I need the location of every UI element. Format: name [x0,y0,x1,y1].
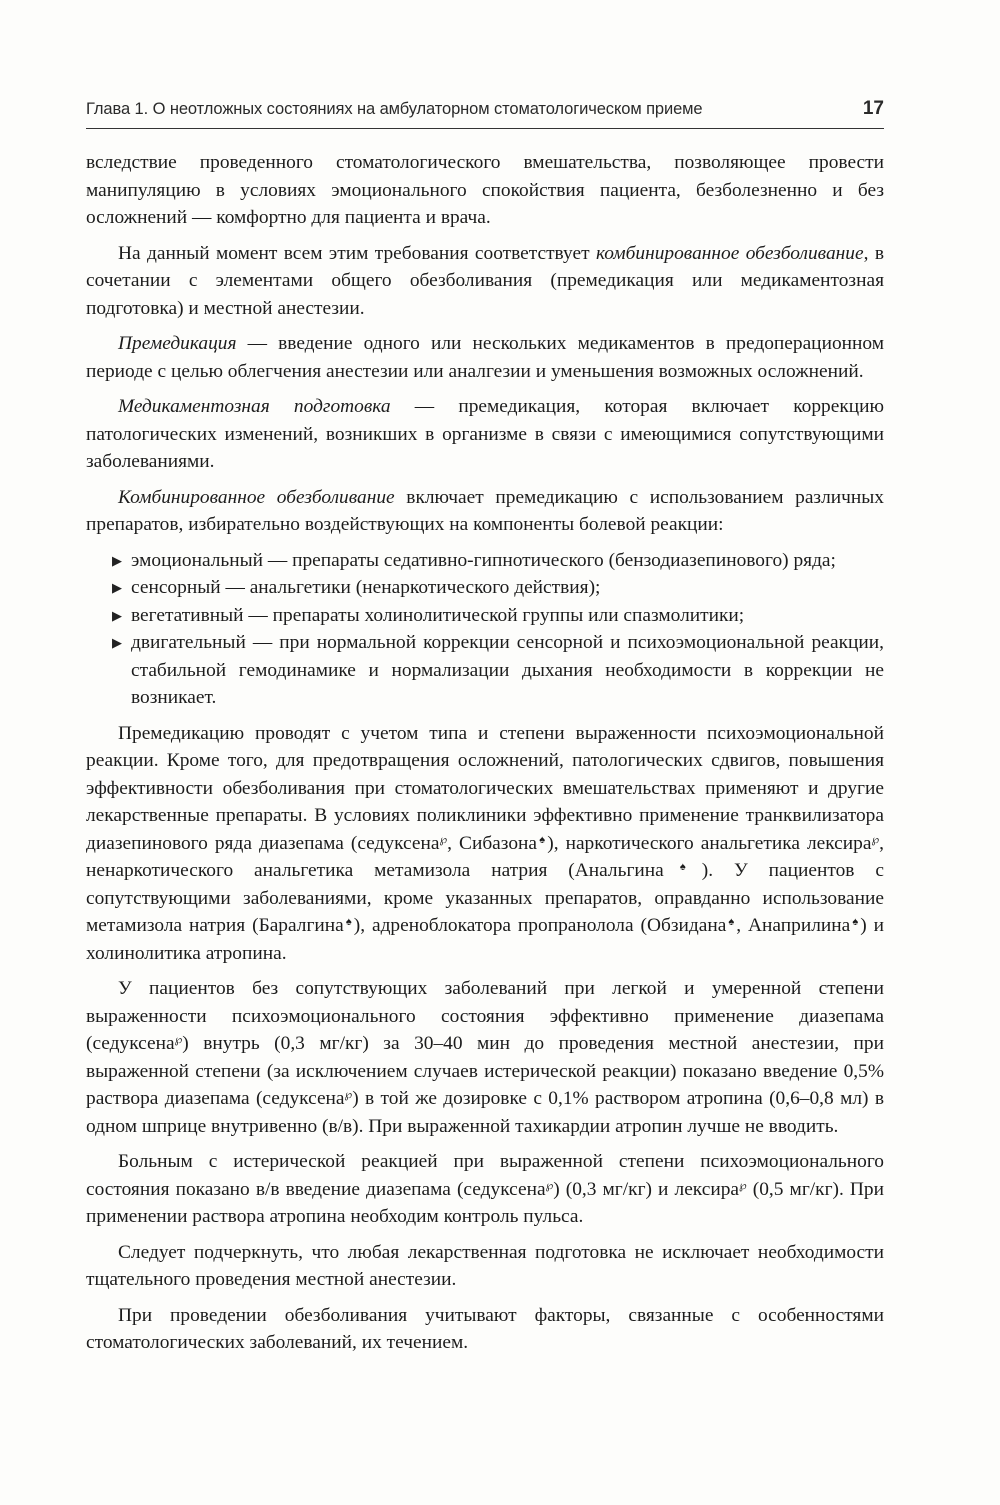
running-header [86,96,884,129]
star-mark: ♠ [850,916,861,928]
reg-mark: ℘ [174,1034,183,1046]
reg-mark: ℘ [344,1089,353,1101]
star-mark: ♠ [537,833,548,846]
component-list [86,547,884,712]
paragraph-7: У пациентов без сопутствующих заболеваний при легкой и умеренной степени выраженности психоэмоционального состояния эффективно применение диазепама (седуксена℘) внутрь (0,3 мг/кг) за 30–40 мин до проведения местной анестезии, при выраженной степени (за исключением случаев истерической реакции) показано введение 0,5% раствора диазепама (седуксена℘) в той же дозировке с 0,1% раствором атропина (0,6–0,8 мл) в одном шприце внутривенно (в/в). При выраженной тахикардии атропин лучше не вводить. [86,978,884,1137]
paragraph-3: Премедикация — введение одного или нескольких медикаментов в предоперационном периоде с целью облегчения анестезии или аналгезии и уменьшения возможных осложнений. [86,333,884,382]
bullet-icon: ▶ [112,552,122,568]
star-mark: ♠ [663,861,702,873]
reg-mark: ℘ [739,1179,747,1192]
star-mark: ♠ [343,916,354,928]
bullet-icon: ▶ [112,580,122,595]
term-medication-preparation: Медикаментозная подготовка [118,396,391,417]
chapter-title: Глава 1. О неотложных состояниях на амбулаторном стоматологическом приеме [86,100,703,118]
paragraph-1: вследствие проведенного стоматологического вмешательства, позволяющее провести манипуляцию в условиях эмоционального спокойствия пациента, безболезненно и без осложнений — комфортно для пациента и врача. [86,152,884,228]
star-mark: ♠ [726,916,737,928]
paragraph-9: Следует подчеркнуть, что любая лекарственная подготовка не исключает необходимости тщательного проведения местной анестезии. [86,1241,884,1290]
bullet-icon: ▶ [112,607,122,623]
paragraph-6: Премедикацию проводят с учетом типа и степени выраженности психоэмоциональной реакции. Кроме того, для предотвращения осложнений, патологических сдвигов, повышения эффективности обезболивания при стоматологических вмешательствах применяют и другие лекарственные препараты. В условиях поликлиники эффективно применение транквилизатора диазепинового ряда диазепама (седуксена℘, Сибазона♠), наркотического анальгетика лексира℘, ненаркотического анальгетика метамизола натрия (Анальгина♠). У пациентов с сопутствующими заболеваниями, кроме указанных препаратов, оправданно использование метамизола натрия (Баралгина♠), адреноблокатора пропранолола (Обзидана♠, Анаприлина♠) и холинолитика атропина. [86,722,884,964]
bullet-icon: ▶ [112,635,122,650]
body-text [86,149,884,1365]
reg-mark: ℘ [871,833,880,846]
paragraph-10: При проведении обезболивания учитывают факторы, связанные с особенностями стоматологических заболеваний, их течением. [86,1304,884,1353]
list-item: ▶ эмоциональный — препараты седативно-гипнотического (бензодиазепинового) ряда; [86,547,884,575]
list-item: ▶ вегетативный — препараты холинолитической группы или спазмолитики; [86,602,884,630]
list-item: ▶ двигательный — при нормальной коррекции сенсорной и психоэмоциональной реакции, стабильной гемодинамике и нормализации дыхания необходимости в коррекции не возникает. [86,629,884,712]
paragraph-4: Медикаментозная подготовка — премедикация, которая включает коррекцию патологических изменений, возникших в организме в связи с имеющимися сопутствующими заболеваниями. [86,396,884,472]
term-combined-anesthesia-2: Комбинированное обезболивание [118,486,395,508]
term-premedication: Премедикация [118,333,237,354]
list-item: ▶ сенсорный — анальгетики (ненаркотического действия); [86,574,884,602]
paragraph-2: На данный момент всем этим требования соответствует комбинированное обезболивание, в сочетании с элементами общего обезболивания (премедикация или медикаментозная подготовка) и местной анестезии. [86,242,884,319]
term-combined-anesthesia: комбинированное обезболивание [595,242,864,264]
page-number: 17 [862,98,884,119]
paragraph-8: Больным с истерической реакцией при выраженной степени психоэмоционального состояния показано в/в введение диазепама (седуксена℘) (0,3 мг/кг) и лексира℘ (0,5 мг/кг). При применении раствора атропина необходим контроль пульса. [86,1151,884,1227]
reg-mark: ℘ [439,833,448,846]
paragraph-5: Комбинированное обезболивание включает премедикацию с использованием различных препаратов, избирательно воздействующих на компоненты болевой реакции: [86,486,884,535]
reg-mark: ℘ [545,1179,554,1192]
